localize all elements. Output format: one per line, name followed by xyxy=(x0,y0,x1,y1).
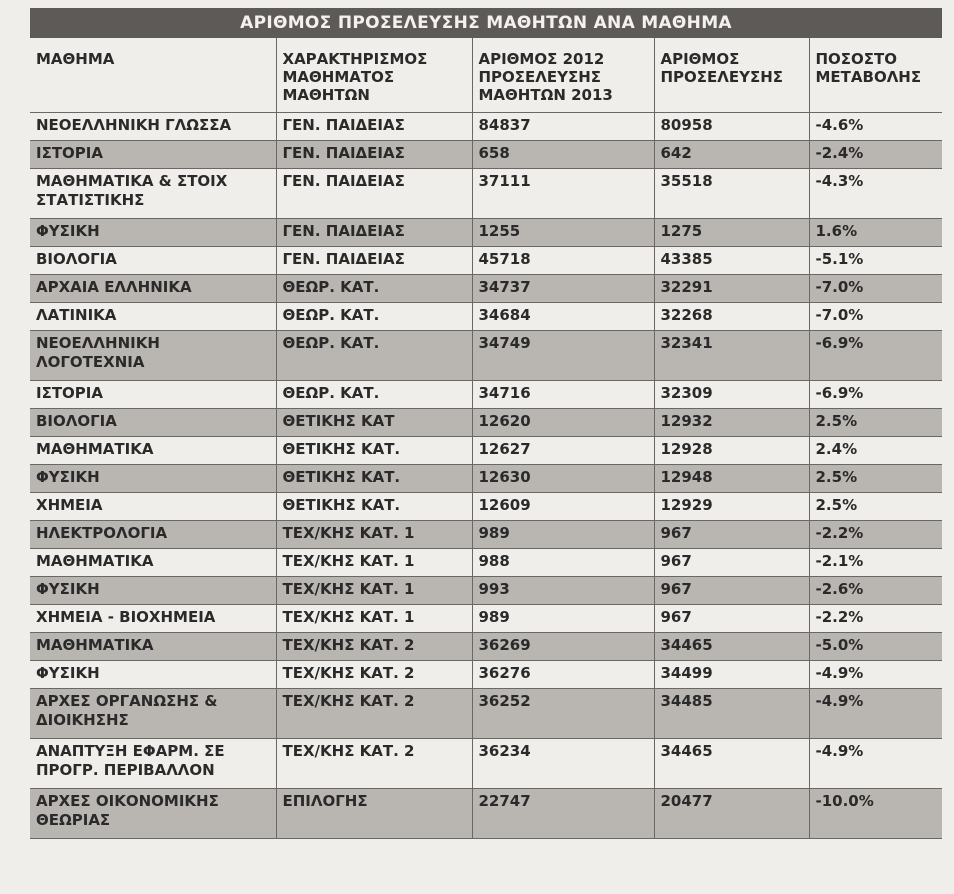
cell-subject: ΜΑΘΗΜΑΤΙΚΑ xyxy=(30,549,276,577)
cell-count-2012: 34749 xyxy=(472,331,654,381)
cell-count-2013: 35518 xyxy=(654,169,809,219)
cell-category: ΓΕΝ. ΠΑΙΔΕΙΑΣ xyxy=(276,141,472,169)
table-row xyxy=(30,739,942,789)
cell-count-2012: 45718 xyxy=(472,247,654,275)
cell-count-2013: 32291 xyxy=(654,275,809,303)
cell-change: -6.9% xyxy=(809,381,942,409)
cell-count-2012: 993 xyxy=(472,577,654,605)
cell-category: ΤΕΧ/ΚΗΣ ΚΑΤ. 1 xyxy=(276,605,472,633)
cell-count-2013: 12932 xyxy=(654,409,809,437)
cell-count-2012: 36252 xyxy=(472,689,654,739)
cell-change: -4.9% xyxy=(809,739,942,789)
cell-change: -4.3% xyxy=(809,169,942,219)
cell-subject: ΙΣΤΟΡΙΑ xyxy=(30,381,276,409)
table-row xyxy=(30,661,942,689)
cell-change: -2.2% xyxy=(809,605,942,633)
cell-subject: ΛΑΤΙΝΙΚΑ xyxy=(30,303,276,331)
cell-subject: ΧΗΜΕΙΑ - ΒΙΟΧΗΜΕΙΑ xyxy=(30,605,276,633)
cell-subject: ΦΥΣΙΚΗ xyxy=(30,577,276,605)
table-row xyxy=(30,113,942,141)
cell-category: ΤΕΧ/ΚΗΣ ΚΑΤ. 1 xyxy=(276,549,472,577)
cell-count-2013: 12928 xyxy=(654,437,809,465)
cell-count-2012: 34737 xyxy=(472,275,654,303)
cell-category: ΘΕΩΡ. ΚΑΤ. xyxy=(276,331,472,381)
cell-count-2013: 1275 xyxy=(654,219,809,247)
table-row xyxy=(30,381,942,409)
cell-subject: ΝΕΟΕΛΛΗΝΙΚΗ ΛΟΓΟΤΕΧΝΙΑ xyxy=(30,331,276,381)
cell-category: ΘΕΤΙΚΗΣ ΚΑΤ. xyxy=(276,465,472,493)
cell-count-2013: 642 xyxy=(654,141,809,169)
cell-count-2012: 12609 xyxy=(472,493,654,521)
cell-category: ΤΕΧ/ΚΗΣ ΚΑΤ. 1 xyxy=(276,577,472,605)
attendance-table xyxy=(30,38,942,839)
table-row xyxy=(30,577,942,605)
cell-subject: ΦΥΣΙΚΗ xyxy=(30,219,276,247)
cell-count-2012: 22747 xyxy=(472,789,654,839)
cell-subject: ΝΕΟΕΛΛΗΝΙΚΗ ΓΛΩΣΣΑ xyxy=(30,113,276,141)
cell-count-2013: 20477 xyxy=(654,789,809,839)
cell-category: ΕΠΙΛΟΓΗΣ xyxy=(276,789,472,839)
cell-change: 2.5% xyxy=(809,465,942,493)
cell-change: 2.5% xyxy=(809,493,942,521)
table-row xyxy=(30,789,942,839)
cell-count-2013: 80958 xyxy=(654,113,809,141)
cell-subject: ΒΙΟΛΟΓΙΑ xyxy=(30,247,276,275)
table-row xyxy=(30,331,942,381)
cell-count-2013: 43385 xyxy=(654,247,809,275)
cell-subject: ΑΝΑΠΤΥΞΗ ΕΦΑΡΜ. ΣΕ ΠΡΟΓΡ. ΠΕΡΙΒΑΛΛΟΝ xyxy=(30,739,276,789)
cell-subject: ΦΥΣΙΚΗ xyxy=(30,661,276,689)
cell-count-2013: 34465 xyxy=(654,633,809,661)
header-change: ΠΟΣΟΣΤΟ ΜΕΤΑΒΟΛΗΣ xyxy=(809,38,942,113)
cell-count-2013: 32309 xyxy=(654,381,809,409)
cell-change: -5.1% xyxy=(809,247,942,275)
cell-category: ΓΕΝ. ΠΑΙΔΕΙΑΣ xyxy=(276,247,472,275)
cell-change: -10.0% xyxy=(809,789,942,839)
cell-category: ΘΕΩΡ. ΚΑΤ. xyxy=(276,381,472,409)
table-row xyxy=(30,493,942,521)
cell-count-2013: 12948 xyxy=(654,465,809,493)
cell-count-2013: 967 xyxy=(654,577,809,605)
cell-count-2012: 36234 xyxy=(472,739,654,789)
cell-category: ΤΕΧ/ΚΗΣ ΚΑΤ. 2 xyxy=(276,689,472,739)
cell-count-2012: 84837 xyxy=(472,113,654,141)
cell-count-2012: 988 xyxy=(472,549,654,577)
cell-count-2012: 1255 xyxy=(472,219,654,247)
cell-change: 1.6% xyxy=(809,219,942,247)
table-row xyxy=(30,549,942,577)
cell-change: 2.5% xyxy=(809,409,942,437)
cell-count-2013: 34499 xyxy=(654,661,809,689)
cell-subject: ΙΣΤΟΡΙΑ xyxy=(30,141,276,169)
header-count-2013: ΑΡΙΘΜΟΣ ΠΡΟΣΕΛΕΥΣΗΣ xyxy=(654,38,809,113)
table-body xyxy=(30,113,942,839)
cell-count-2013: 34485 xyxy=(654,689,809,739)
cell-count-2012: 12620 xyxy=(472,409,654,437)
cell-change: -2.4% xyxy=(809,141,942,169)
table-row xyxy=(30,465,942,493)
table-row xyxy=(30,689,942,739)
cell-change: -6.9% xyxy=(809,331,942,381)
attendance-table-block xyxy=(30,8,942,839)
cell-count-2012: 12630 xyxy=(472,465,654,493)
cell-category: ΘΕΤΙΚΗΣ ΚΑΤ xyxy=(276,409,472,437)
cell-subject: ΑΡΧΑΙΑ ΕΛΛΗΝΙΚΑ xyxy=(30,275,276,303)
cell-count-2012: 989 xyxy=(472,605,654,633)
cell-change: -5.0% xyxy=(809,633,942,661)
cell-category: ΤΕΧ/ΚΗΣ ΚΑΤ. 2 xyxy=(276,739,472,789)
header-count-2012: ΑΡΙΘΜΟΣ 2012 ΠΡΟΣΕΛΕΥΣΗΣ ΜΑΘΗΤΩΝ 2013 xyxy=(472,38,654,113)
cell-category: ΤΕΧ/ΚΗΣ ΚΑΤ. 1 xyxy=(276,521,472,549)
cell-subject: ΑΡΧΕΣ ΟΙΚΟΝΟΜΙΚΗΣ ΘΕΩΡΙΑΣ xyxy=(30,789,276,839)
table-row xyxy=(30,219,942,247)
cell-subject: ΜΑΘΗΜΑΤΙΚΑ & ΣΤΟΙΧ ΣΤΑΤΙΣΤΙΚΗΣ xyxy=(30,169,276,219)
cell-change: 2.4% xyxy=(809,437,942,465)
table-row xyxy=(30,169,942,219)
cell-subject: ΑΡΧΕΣ ΟΡΓΑΝΩΣΗΣ & ΔΙΟΙΚΗΣΗΣ xyxy=(30,689,276,739)
cell-count-2013: 32341 xyxy=(654,331,809,381)
cell-subject: ΒΙΟΛΟΓΙΑ xyxy=(30,409,276,437)
table-row xyxy=(30,633,942,661)
cell-change: -7.0% xyxy=(809,275,942,303)
cell-count-2013: 967 xyxy=(654,605,809,633)
cell-subject: ΜΑΘΗΜΑΤΙΚΑ xyxy=(30,633,276,661)
cell-subject: ΜΑΘΗΜΑΤΙΚΑ xyxy=(30,437,276,465)
cell-count-2012: 36276 xyxy=(472,661,654,689)
cell-category: ΤΕΧ/ΚΗΣ ΚΑΤ. 2 xyxy=(276,633,472,661)
cell-count-2012: 12627 xyxy=(472,437,654,465)
header-row xyxy=(30,38,942,113)
cell-count-2012: 37111 xyxy=(472,169,654,219)
table-row xyxy=(30,605,942,633)
cell-change: -4.9% xyxy=(809,689,942,739)
cell-count-2012: 34716 xyxy=(472,381,654,409)
cell-count-2012: 658 xyxy=(472,141,654,169)
cell-category: ΘΕΩΡ. ΚΑΤ. xyxy=(276,303,472,331)
cell-category: ΓΕΝ. ΠΑΙΔΕΙΑΣ xyxy=(276,169,472,219)
cell-change: -4.9% xyxy=(809,661,942,689)
table-row xyxy=(30,141,942,169)
cell-count-2012: 34684 xyxy=(472,303,654,331)
table-row xyxy=(30,247,942,275)
cell-category: ΘΕΩΡ. ΚΑΤ. xyxy=(276,275,472,303)
cell-subject: ΗΛΕΚΤΡΟΛΟΓΙΑ xyxy=(30,521,276,549)
cell-change: -2.1% xyxy=(809,549,942,577)
cell-change: -2.2% xyxy=(809,521,942,549)
cell-category: ΘΕΤΙΚΗΣ ΚΑΤ. xyxy=(276,493,472,521)
cell-subject: ΦΥΣΙΚΗ xyxy=(30,465,276,493)
cell-count-2013: 967 xyxy=(654,521,809,549)
table-row xyxy=(30,303,942,331)
header-category: ΧΑΡΑΚΤΗΡΙΣΜΟΣ ΜΑΘΗΜΑΤΟΣ ΜΑΘΗΤΩΝ xyxy=(276,38,472,113)
table-title: ΑΡΙΘΜΟΣ ΠΡΟΣΕΛΕΥΣΗΣ ΜΑΘΗΤΩΝ ΑΝΑ ΜΑΘΗΜΑ xyxy=(30,8,942,38)
table-row xyxy=(30,521,942,549)
cell-change: -7.0% xyxy=(809,303,942,331)
cell-count-2013: 967 xyxy=(654,549,809,577)
cell-count-2013: 34465 xyxy=(654,739,809,789)
cell-change: -4.6% xyxy=(809,113,942,141)
cell-count-2012: 989 xyxy=(472,521,654,549)
cell-category: ΓΕΝ. ΠΑΙΔΕΙΑΣ xyxy=(276,113,472,141)
cell-change: -2.6% xyxy=(809,577,942,605)
cell-category: ΤΕΧ/ΚΗΣ ΚΑΤ. 2 xyxy=(276,661,472,689)
table-row xyxy=(30,275,942,303)
cell-category: ΘΕΤΙΚΗΣ ΚΑΤ. xyxy=(276,437,472,465)
cell-category: ΓΕΝ. ΠΑΙΔΕΙΑΣ xyxy=(276,219,472,247)
cell-subject: ΧΗΜΕΙΑ xyxy=(30,493,276,521)
table-row xyxy=(30,437,942,465)
cell-count-2013: 32268 xyxy=(654,303,809,331)
table-row xyxy=(30,409,942,437)
cell-count-2012: 36269 xyxy=(472,633,654,661)
cell-count-2013: 12929 xyxy=(654,493,809,521)
header-subject: ΜΑΘΗΜΑ xyxy=(30,38,276,113)
